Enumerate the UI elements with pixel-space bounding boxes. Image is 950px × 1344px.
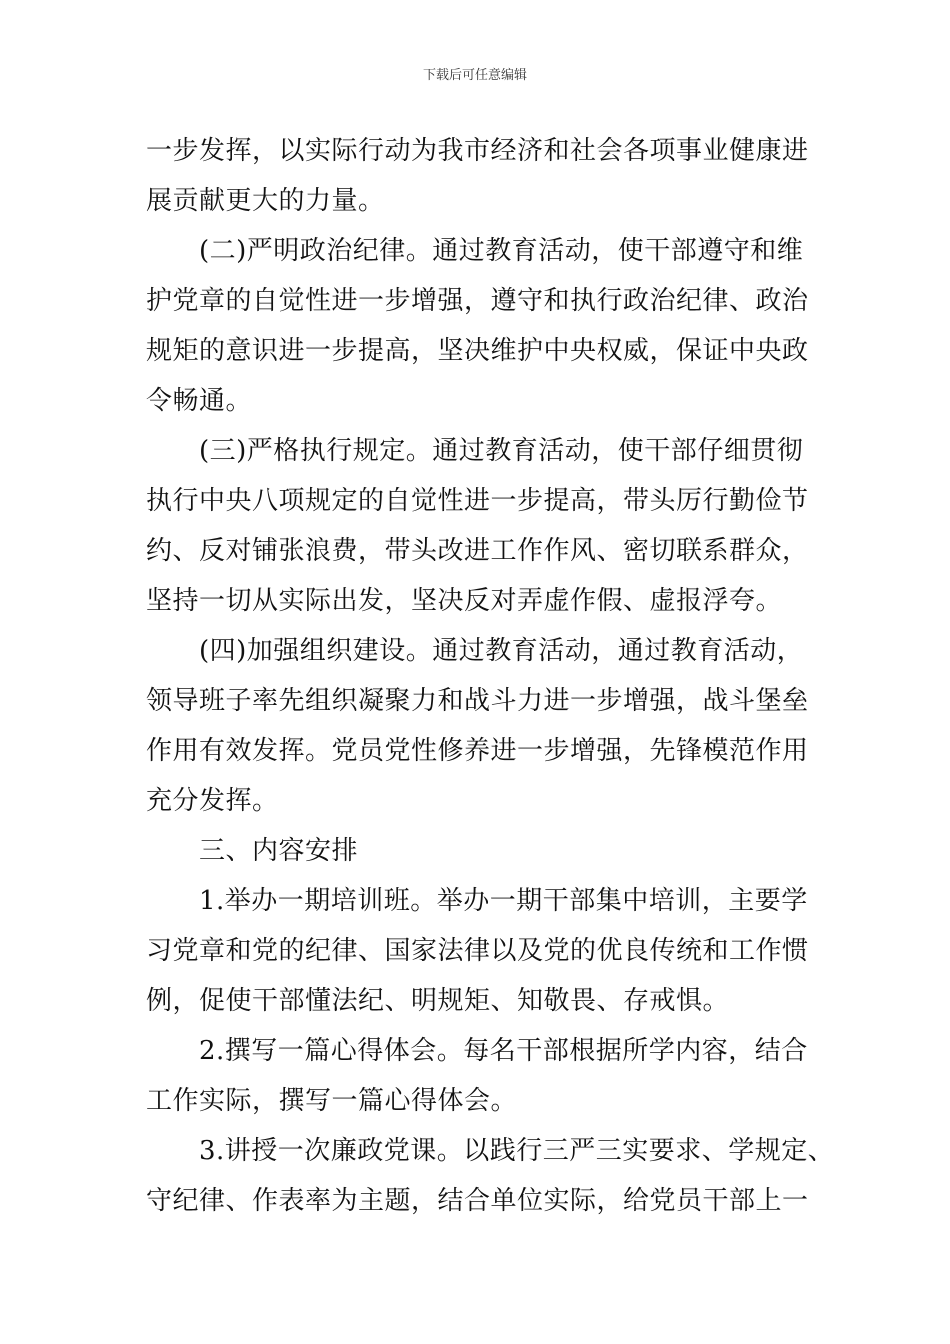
document-body [146,126,835,1226]
text-line: (三)严格执行规定。通过教育活动，使干部仔细贯彻 [146,436,804,466]
text-line: 执行中央八项规定的自觉性进一步提高，带头厉行勤俭节 [146,486,809,516]
text-line: 3.讲授一次廉政党课。以践行三严三实要求、学规定、 [146,1136,835,1166]
text-line: (二)严明政治纪律。通过教育活动，使干部遵守和维 [146,236,804,266]
text-line: 令畅通。 [146,386,253,416]
text-line: 守纪律、作表率为主题，结合单位实际，给党员干部上一 [146,1186,809,1216]
text-line: 规矩的意识进一步提高，坚决维护中央权威，保证中央政 [146,336,809,366]
text-line: 展贡献更大的力量。 [146,186,385,216]
text-line: 2.撰写一篇心得体会。每名干部根据所学内容，结合 [146,1036,808,1066]
text-line: 习党章和党的纪律、国家法律以及党的优良传统和工作惯 [146,936,809,966]
text-line: 作用有效发挥。党员党性修养进一步增强，先锋模范作用 [146,736,809,766]
text-line: 一步发挥，以实际行动为我市经济和社会各项事业健康进 [146,136,809,166]
page-header: 下载后可任意编辑 [422,68,527,83]
text-line: 护党章的自觉性进一步增强，遵守和执行政治纪律、政治 [146,286,809,316]
text-line: 领导班子率先组织凝聚力和战斗力进一步增强，战斗堡垒 [146,686,809,716]
text-line: 1.举办一期培训班。举办一期干部集中培训，主要学 [146,886,808,916]
text-line: 工作实际，撰写一篇心得体会。 [146,1086,518,1116]
text-line: 约、反对铺张浪费，带头改进工作作风、密切联系群众， [146,536,809,566]
text-line: 坚持一切从实际出发，坚决反对弄虚作假、虚报浮夸。 [146,586,783,616]
text-line: (四)加强组织建设。通过教育活动，通过教育活动， [146,636,804,666]
text-line: 例，促使干部懂法纪、明规矩、知敬畏、存戒惧。 [146,986,730,1016]
section-heading: 三、内容安排 [146,836,359,866]
text-line: 充分发挥。 [146,786,279,816]
